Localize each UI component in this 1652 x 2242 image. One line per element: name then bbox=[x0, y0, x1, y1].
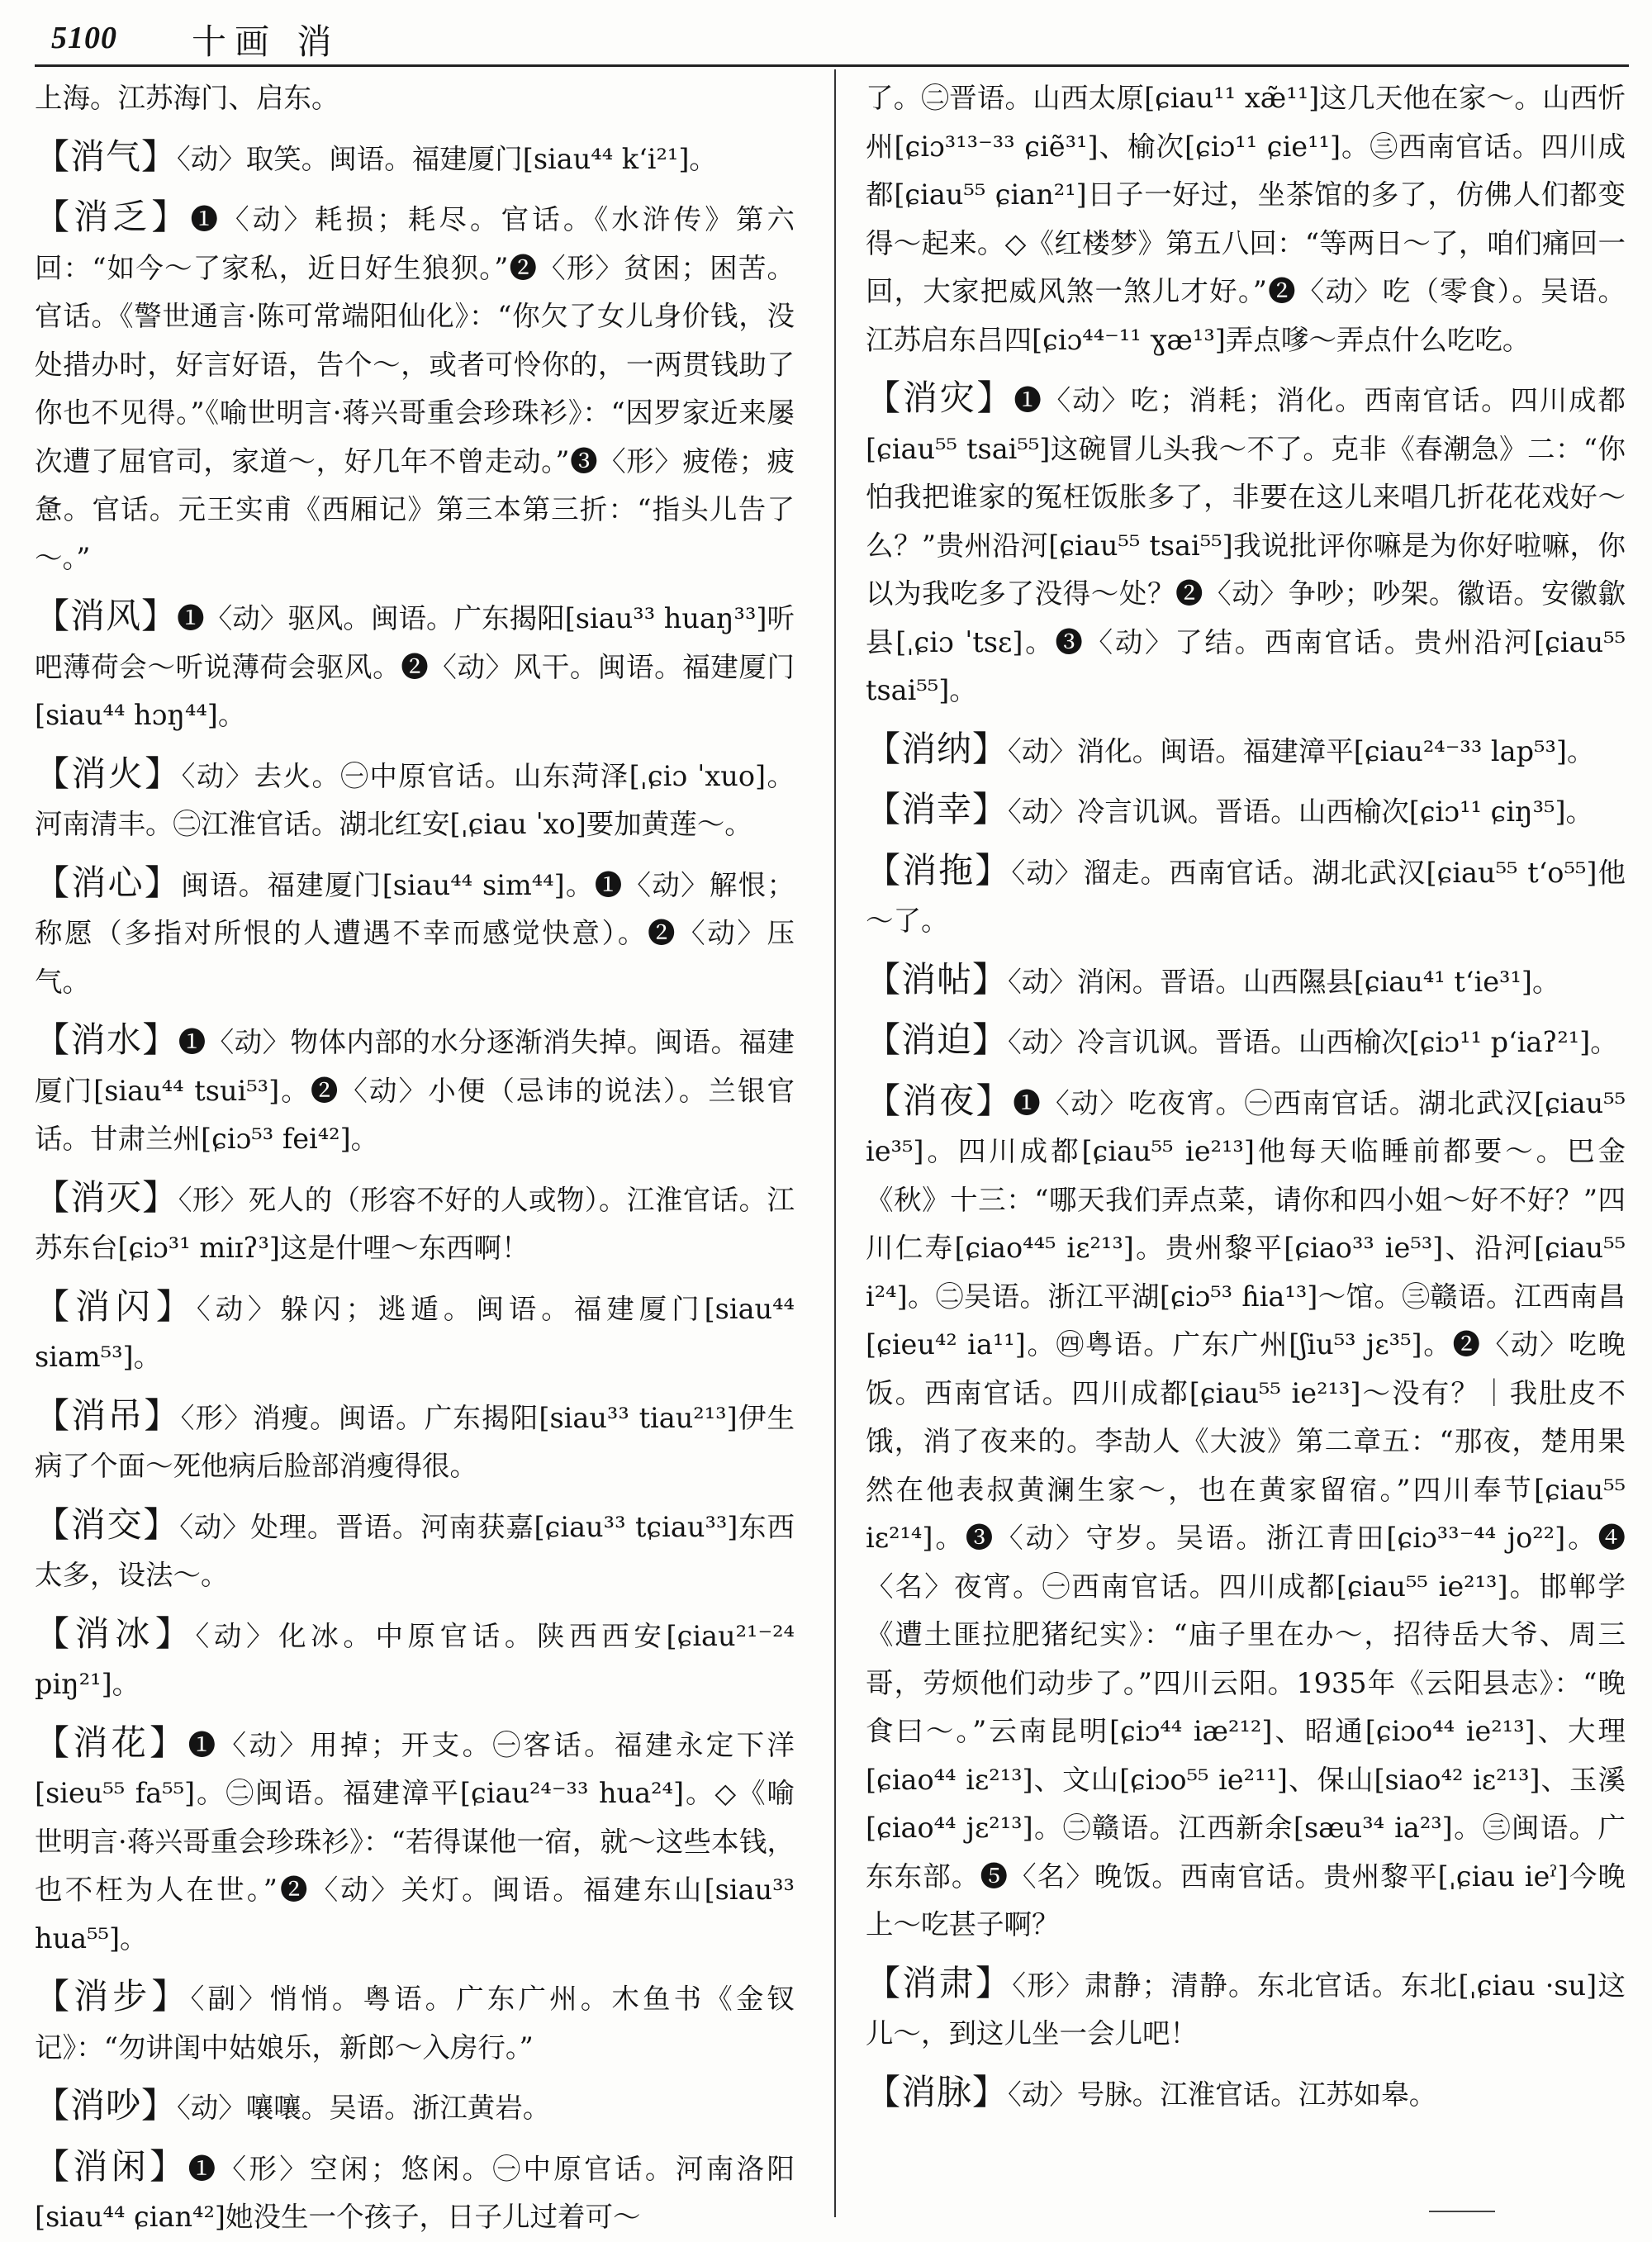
entry-headword: 【消冰】 bbox=[35, 1613, 196, 1654]
entry-headword: 【消闲】 bbox=[35, 2145, 188, 2187]
entry-headword: 【消灭】 bbox=[35, 1176, 178, 1218]
dictionary-entry bbox=[35, 1283, 795, 1382]
entry-text: ❶〈形〉空闲；悠闲。㊀中原官话。河南洛阳[siau⁴⁴ ɕian⁴²]她没生一个孩子，日子儿过着可～ bbox=[35, 2152, 795, 2233]
entry-text: ❶〈动〉耗损；耗尽。官话。《水浒传》第六回：“如今～了家私，近日好生狼狈。”❷〈形〉贫困；困苦。官话。《警世通言·陈可常端阳仙化》：“你欠了女儿身价钱，没处措办时，好言好语，告个～，或者可怜你的，一两贯钱助了你也不见得。”《喻世明言·蒋兴哥重会珍珠衫》：“因罗家近来屡次遭了屈官司，家道～，好几年不曾走动。”❸〈形〉疲倦；疲惫。官话。元王实甫《西厢记》第三本第三折：“指头儿告了～。” bbox=[35, 203, 795, 574]
entry-headword: 【消迫】 bbox=[866, 1019, 1009, 1060]
entry-text: ❶〈动〉驱风。闽语。广东揭阳[siau³³ huaŋ³³]听吧薄荷会～听说薄荷会驱风。❷〈动〉风干。闽语。福建厦门[siau⁴⁴ hɔŋ⁴⁴]。 bbox=[35, 602, 795, 731]
entry-text: 闽语。福建厦门[siau⁴⁴ sim⁴⁴]。❶〈动〉解恨；称愿（多指对所恨的人遭遇不幸而感觉快意）。❷〈动〉压气。 bbox=[35, 868, 795, 998]
entry-text: ❶〈动〉吃夜宵。㊀西南官话。湖北武汉[ɕiau⁵⁵ ie³⁵]。四川成都[ɕiau⁵⁵ ie²¹³]他每天临睡前都要～。巴金《秋》十三：“哪天我们弄点菜，请你和四小姐～好不好？”四川仁寿[ɕiao⁴⁴⁵ iɛ²¹³]。贵州黎平[ɕiao³³ ie⁵³]、沿河[ɕiau⁵⁵ i²⁴]。㊁吴语。浙江平湖[ɕiɔ⁵³ ɦia¹³]～馆。㊂赣语。江西南昌[ɕieu⁴² ia¹¹]。㊃粤语。广东广州[ʃiu⁵³ jɛ³⁵]。❷〈动〉吃晚饭。西南官话。四川成都[ɕiau⁵⁵ ie²¹³]～没有？｜我肚皮不饿，消了夜来的。李劼人《大波》第二章五：“那夜，楚用果然在他表叔黄澜生家～，也在黄家留宿。”四川奉节[ɕiau⁵⁵ iɛ²¹⁴]。❸〈动〉守岁。吴语。浙江青田[ɕiɔ³³⁻⁴⁴ jo²²]。❹〈名〉夜宵。㊀西南官话。四川成都[ɕiau⁵⁵ ie²¹³]。邯郸学《遭土匪拉肥猪纪实》：“庙子里在办～，招待岳大爷、周三哥，劳烦他们动步了。”四川云阳。1935年《云阳县志》：“晚食曰～。”云南昆明[ɕiɔ⁴⁴ iæ²¹²]、昭通[ɕiɔo⁴⁴ ie²¹³]、大理[ɕiao⁴⁴ iɛ²¹³]、文山[ɕiɔo⁵⁵ ie²¹¹]、保山[siao⁴² iɛ²¹³]、玉溪[ɕiao⁴⁴ jɛ²¹³]。㊁赣语。江西新余[sæu³⁴ ia²³]。㊂闽语。广东东部。❺〈名〉晚饭。西南官话。贵州黎平[ˌɕiau ieˀ]今晚上～吃甚子啊？ bbox=[866, 1086, 1626, 1940]
entry-text: 〈动〉消闲。晋语。山西隰县[ɕiau⁴¹ tʻie³¹]。 bbox=[1008, 965, 1560, 998]
dictionary-entry bbox=[35, 133, 795, 184]
dictionary-entry bbox=[35, 193, 795, 582]
dictionary-entry bbox=[866, 956, 1626, 1007]
entry-headword: 【消乏】 bbox=[35, 197, 191, 237]
header-rule bbox=[35, 64, 1629, 67]
dictionary-entry bbox=[35, 1719, 795, 1964]
entry-headword: 【消步】 bbox=[35, 1976, 191, 2016]
entry-headword: 【消吵】 bbox=[35, 2085, 178, 2126]
entry-headword: 【消肃】 bbox=[866, 1962, 1013, 2003]
entry-headword: 【消花】 bbox=[35, 1722, 188, 1763]
entry-headword: 【消帖】 bbox=[866, 958, 1009, 1000]
right-column bbox=[866, 74, 1626, 2214]
entry-text: 〈副〉悄悄。粤语。广东广州。木鱼书《金钗记》：“勿讲闺中姑娘乐，新郎～入房行。” bbox=[35, 1983, 795, 2064]
dictionary-entry bbox=[866, 725, 1626, 777]
entry-headword: 【消气】 bbox=[35, 135, 178, 177]
entry-text: 〈动〉化冰。中原官话。陕西西安[ɕiau²¹⁻²⁴ piŋ²¹]。 bbox=[35, 1619, 795, 1700]
entry-headword: 【消交】 bbox=[35, 1503, 180, 1545]
dictionary-entry bbox=[35, 2082, 795, 2133]
entry-text: ❶〈动〉物体内部的水分逐渐消失掉。闽语。福建厦门[siau⁴⁴ tsui⁵³]。❷〈动〉小便（忌讳的说法）。兰银官话。甘肃兰州[ɕiɔ⁵³ fei⁴²]。 bbox=[35, 1026, 795, 1155]
dictionary-entry bbox=[35, 1174, 795, 1273]
dictionary-entry bbox=[866, 374, 1626, 715]
dictionary-entry bbox=[866, 74, 1626, 364]
footer-mark bbox=[1429, 2211, 1495, 2212]
entry-text: 〈动〉冷言讥讽。晋语。山西榆次[ɕiɔ¹¹ ɕiŋ³⁵]。 bbox=[1008, 796, 1594, 828]
left-column bbox=[35, 74, 795, 2233]
dictionary-entry bbox=[35, 1392, 795, 1491]
dictionary-entry bbox=[35, 1501, 795, 1600]
dictionary-entry bbox=[35, 1610, 795, 1709]
dictionary-entry bbox=[35, 74, 795, 123]
dictionary-entry bbox=[35, 859, 795, 1007]
entry-headword: 【消灾】 bbox=[866, 378, 1014, 418]
entry-text: 〈动〉处理。晋语。河南获嘉[ɕiau³³ tɕiau³³]东西太多，设法～。 bbox=[35, 1510, 795, 1591]
page-number: 5100 bbox=[51, 21, 117, 55]
entry-headword: 【消夜】 bbox=[866, 1080, 1014, 1121]
entry-text: 〈动〉溜走。西南官话。湖北武汉[ɕiau⁵⁵ tʻo⁵⁵]他～了。 bbox=[866, 856, 1626, 937]
dictionary-entry bbox=[866, 1959, 1626, 2059]
column-divider bbox=[834, 69, 836, 2217]
dictionary-entry bbox=[866, 786, 1626, 837]
dictionary-entry bbox=[35, 750, 795, 849]
entry-text: 〈动〉躲闪；逃遁。闽语。福建厦门[siau⁴⁴ siam⁵³]。 bbox=[35, 1292, 795, 1373]
entry-text: 〈形〉消瘦。闽语。广东揭阳[siau³³ tiau²¹³]伊生病了个面～死他病后脸部消瘦得很。 bbox=[35, 1401, 795, 1482]
dictionary-entry bbox=[35, 592, 795, 740]
entry-text: ❶〈动〉用掉；开支。㊀客话。福建永定下洋[sieu⁵⁵ fa⁵⁵]。㊁闽语。福建漳平[ɕiau²⁴⁻³³ hua²⁴]。◇《喻世明言·蒋兴哥重会珍珠衫》：“若得谋他一宿，就～这些本钱，也不枉为人在世。”❷〈动〉关灯。闽语。福建东山[siau³³ hua⁵⁵]。 bbox=[35, 1728, 795, 1955]
page-header bbox=[35, 8, 1629, 66]
entry-text: ❶〈动〉吃；消耗；消化。西南官话。四川成都[ɕiau⁵⁵ tsai⁵⁵]这碗冒儿头我～不了。克非《春潮急》二：“你怕我把谁家的冤枉饭胀多了，非要在这儿来唱几折花花戏好～么？”贵州沿河[ɕiau⁵⁵ tsai⁵⁵]我说批评你嘛是为你好啦嘛，你以为我吃多了没得～处？❷〈动〉争吵；吵架。徽语。安徽歙县[ˌɕiɔ ˈtsɛ]。❸〈动〉了结。西南官话。贵州沿河[ɕiau⁵⁵ tsai⁵⁵]。 bbox=[866, 384, 1626, 706]
dictionary-entry bbox=[35, 1973, 795, 2072]
entry-headword: 【消火】 bbox=[35, 753, 182, 794]
entry-headword: 【消风】 bbox=[35, 596, 178, 636]
entry-headword: 【消脉】 bbox=[866, 2071, 1009, 2112]
entry-text: 〈动〉号脉。江淮官话。江苏如皋。 bbox=[1008, 2078, 1437, 2111]
entry-headword: 【消心】 bbox=[35, 862, 182, 903]
entry-text: 〈动〉去火。㊀中原官话。山东菏泽[ˌɕiɔ ˈxuo]。河南清丰。㊁江淮官话。湖北红安[ˌɕiau ˈxo]要加黄莲～。 bbox=[35, 759, 795, 840]
entry-text: 〈动〉消化。闽语。福建漳平[ɕiau²⁴⁻³³ lap⁵³]。 bbox=[1008, 734, 1595, 767]
entry-headword: 【消水】 bbox=[35, 1019, 178, 1060]
entry-text: 〈形〉肃静；清静。东北官话。东北[ˌɕiau ·su]这儿～，到这儿坐一会儿吧！ bbox=[866, 1969, 1626, 2050]
dictionary-entry bbox=[866, 847, 1626, 946]
entry-headword: 【消幸】 bbox=[866, 789, 1009, 829]
entry-headword: 【消闪】 bbox=[35, 1285, 197, 1327]
entry-text: 〈动〉取笑。闽语。福建厦门[siau⁴⁴ kʻi²¹]。 bbox=[177, 142, 717, 175]
section-title: 十画 消 bbox=[192, 21, 340, 62]
entry-text: 了。㊁晋语。山西太原[ɕiau¹¹ xæ̃¹¹]这几天他在家～。山西忻州[ɕiɔ³¹³⁻³³ ɕiẽ³¹]、榆次[ɕiɔ¹¹ ɕie¹¹]。㊂西南官话。四川成都[ɕiau⁵⁵ ɕian²¹]日子一好过，坐茶馆的多了，仿佛人们都变得～起来。◇《红楼梦》第五八回：“等两日～了，咱们痛回一回，大家把威风煞一煞儿才好。”❷〈动〉吃（零食）。吴语。江苏启东吕四[ɕiɔ⁴⁴⁻¹¹ ɣæ¹³]弄点嗲～弄点什么吃吃。 bbox=[866, 82, 1626, 356]
dictionary-entry bbox=[35, 1016, 795, 1164]
dictionary-entry bbox=[35, 2143, 795, 2242]
entry-text: 〈动〉嚷嚷。吴语。浙江黄岩。 bbox=[177, 2092, 551, 2124]
dictionary-entry bbox=[866, 1077, 1626, 1950]
entry-headword: 【消吊】 bbox=[35, 1394, 181, 1436]
dictionary-entry bbox=[866, 1016, 1626, 1067]
entry-text: 〈形〉死人的（形容不好的人或物）。江淮官话。江苏东台[ɕiɔ³¹ miɪʔ³]这是什哩～东西啊！ bbox=[35, 1183, 795, 1264]
entry-text: 〈动〉冷言讥讽。晋语。山西榆次[ɕiɔ¹¹ pʻiaʔ²¹]。 bbox=[1008, 1026, 1618, 1058]
entry-headword: 【消纳】 bbox=[866, 728, 1009, 769]
entry-text: 上海。江苏海门、启东。 bbox=[35, 82, 339, 114]
entry-headword: 【消拖】 bbox=[866, 849, 1012, 891]
dictionary-entry bbox=[866, 2069, 1626, 2120]
